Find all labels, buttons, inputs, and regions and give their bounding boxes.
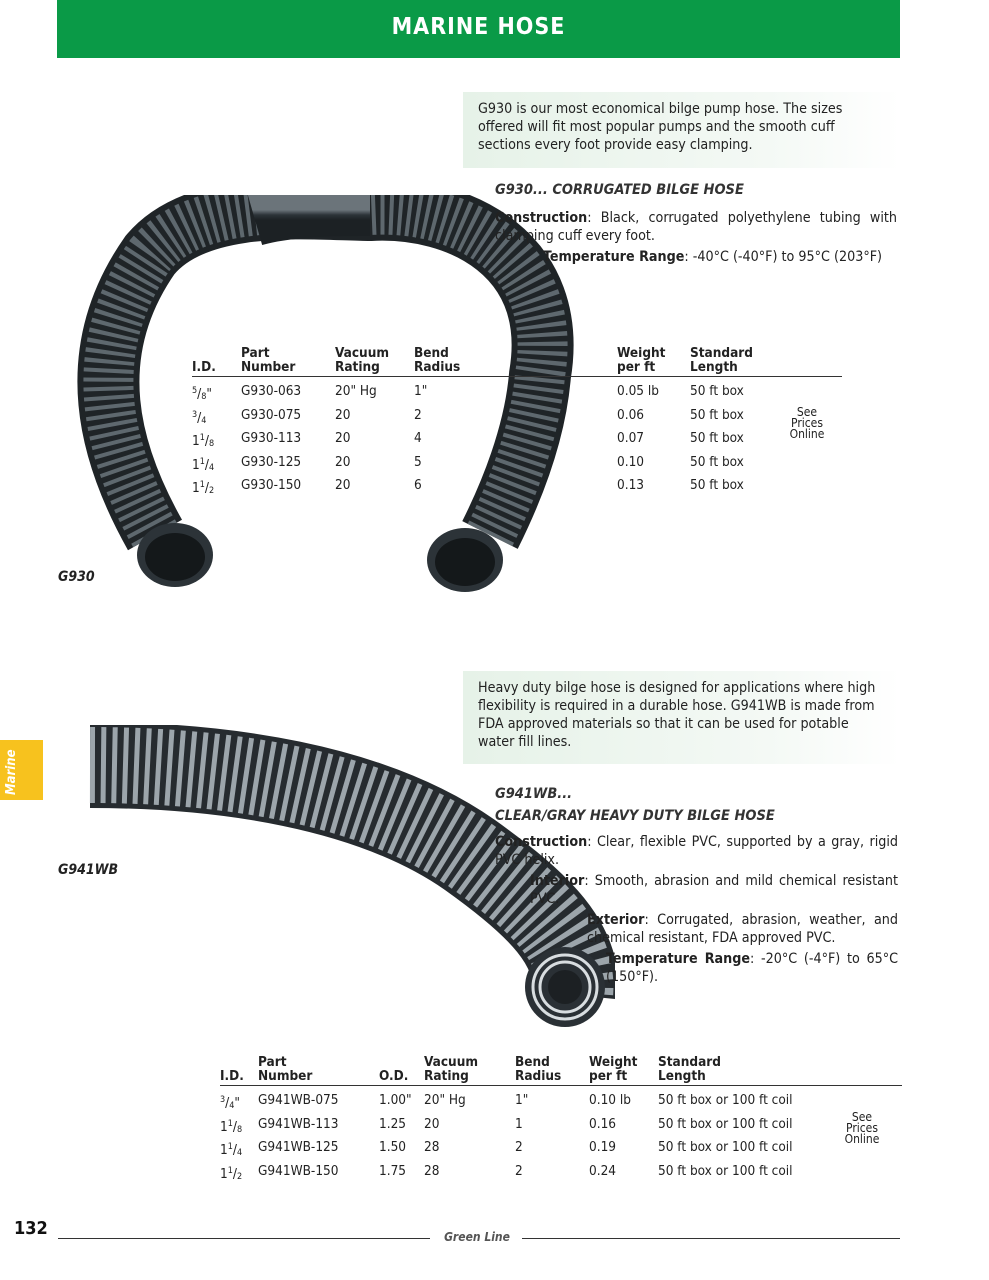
table-header-row: [220, 1055, 902, 1083]
cell-id: $1^1/_8$: [192, 433, 215, 449]
cell-id: $1^1/_2$: [192, 480, 215, 496]
g941wb-title-line1: G941WB...: [495, 786, 573, 802]
col-od: O.D.: [379, 1068, 409, 1084]
header-band: [57, 0, 900, 58]
table-row: [220, 1116, 902, 1140]
table-row: [192, 477, 842, 501]
col-id: I.D.: [220, 1068, 244, 1084]
table-row: [220, 1163, 902, 1187]
g930-see-prices[interactable]: See Prices Online: [789, 405, 825, 441]
cell-bend: 6: [414, 477, 422, 493]
table-row: [220, 1139, 902, 1163]
g941wb-exterior: [587, 911, 898, 947]
col-length: Standard Length: [690, 345, 753, 375]
cell-vacuum: 20: [335, 477, 351, 493]
g941wb-temp-text: : -20°C (-4°F) to 65°C (150°F).: [606, 951, 898, 985]
cell-length: 50 ft box: [690, 477, 744, 493]
page-title: MARINE HOSE: [391, 14, 566, 40]
g941wb-interior: [530, 872, 898, 908]
cell-bend: 4: [414, 430, 422, 446]
col-vacuum: Vacuum Rating: [424, 1054, 479, 1084]
table-header-row: [192, 346, 842, 374]
footer-rule-right: [522, 1238, 900, 1239]
cell-weight: 0.07: [617, 430, 645, 446]
cell-part: G930-113: [241, 430, 302, 446]
cell-od: 1.25: [379, 1115, 407, 1132]
footer-rule-left: [58, 1238, 430, 1239]
g941wb-temp-label: Temperature Range: [606, 951, 751, 967]
g930-intro-box: [463, 92, 900, 168]
cell-weight: 0.10: [617, 453, 645, 470]
table-rule: [192, 376, 842, 377]
cell-part: G941WB-113: [258, 1115, 339, 1132]
cell-weight: 0.13: [617, 477, 645, 493]
g930-construction-text: : Black, corrugated polyethylene tubing with clamping cuff every foot.: [495, 210, 897, 244]
g941wb-construction-text: : Clear, flexible PVC, supported by a gray, rigid PVC helix.: [495, 834, 898, 868]
g941wb-caption: G941WB: [58, 862, 119, 878]
cell-id: $^3/_4$": [220, 1095, 240, 1111]
cell-vacuum: 20" Hg: [424, 1092, 466, 1108]
g930-intro-text: G930 is our most economical bilge pump hose. The sizes offered will fit most popular pumps and the smooth cuff sections every foot provide easy clamping.: [478, 101, 843, 153]
col-id: I.D.: [192, 359, 216, 375]
table-row: [192, 383, 842, 407]
cell-length: 50 ft box or 100 ft coil: [658, 1162, 793, 1179]
cell-part: G930-063: [241, 383, 302, 399]
cell-bend: 1": [515, 1092, 529, 1108]
g941wb-intro-box: [463, 671, 900, 764]
table-row: [192, 454, 842, 478]
cell-weight: 0.16: [589, 1115, 617, 1132]
col-weight: Weight per ft: [617, 345, 666, 375]
g930-construction: [495, 209, 897, 245]
cell-part: G941WB-150: [258, 1162, 339, 1179]
g941wb-product-title: [495, 783, 775, 827]
cell-weight: 0.10 lb: [589, 1092, 631, 1108]
cell-part: G930-075: [241, 406, 302, 423]
col-part: Part Number: [241, 345, 296, 375]
cell-part: G930-125: [241, 453, 302, 470]
col-bend: Bend Radius: [515, 1054, 562, 1084]
g930-temperature: [543, 248, 897, 266]
g941wb-interior-label: Interior: [530, 873, 585, 889]
cell-length: 50 ft box: [690, 453, 744, 470]
g930-construction-label: Construction: [495, 210, 588, 226]
table-row: [220, 1092, 902, 1116]
cell-bend: 1": [414, 383, 428, 399]
cell-vacuum: 20: [335, 406, 351, 423]
col-weight: Weight per ft: [589, 1054, 638, 1084]
cell-weight: 0.19: [589, 1139, 617, 1155]
page-number: 132: [14, 1218, 48, 1239]
cell-vacuum: 20: [335, 453, 351, 470]
cell-part: G941WB-075: [258, 1092, 339, 1108]
g941wb-construction-label: Construction: [495, 834, 588, 850]
cell-length: 50 ft box or 100 ft coil: [658, 1092, 793, 1108]
cell-vacuum: 20: [335, 430, 351, 446]
cell-vacuum: 20: [424, 1115, 440, 1132]
table-row: [192, 407, 842, 431]
g930-temp-label: Temperature Range: [543, 249, 685, 265]
cell-bend: 2: [515, 1162, 523, 1179]
cell-bend: 1: [515, 1115, 523, 1132]
cell-vacuum: 28: [424, 1162, 440, 1179]
cell-id: $1^1/_4$: [220, 1142, 243, 1158]
cell-part: G941WB-125: [258, 1139, 339, 1155]
g941wb-see-prices[interactable]: See Prices Online: [844, 1110, 880, 1146]
cell-part: G930-150: [241, 477, 302, 493]
cell-bend: 2: [414, 406, 422, 423]
g941wb-interior-text: : Smooth, abrasion and mild chemical resistant PVC.: [530, 873, 898, 907]
footer-brand: Green Line: [444, 1230, 510, 1244]
table-rule: [220, 1085, 902, 1086]
cell-length: 50 ft box: [690, 383, 744, 399]
col-length: Standard Length: [658, 1054, 721, 1084]
col-vacuum: Vacuum Rating: [335, 345, 390, 375]
g930-temp-text: : -40°C (-40°F) to 95°C (203°F): [684, 249, 883, 265]
cell-id: $^3/_4$: [192, 409, 207, 426]
cell-length: 50 ft box: [690, 430, 744, 446]
cell-bend: 5: [414, 453, 422, 470]
section-tab-label: Marine: [4, 749, 19, 795]
cell-weight: 0.24: [589, 1162, 617, 1179]
cell-od: 1.75: [379, 1162, 407, 1179]
g941wb-intro-text: Heavy duty bilge hose is designed for applications where high flexibility is required in a durable hose. G941WB is made from FDA approved materials so that it can be used for potable water fill lines.: [478, 680, 876, 750]
g930-product-title: G930... CORRUGATED BILGE HOSE: [495, 182, 744, 198]
col-part: Part Number: [258, 1054, 313, 1084]
cell-id: $^5/_8$": [192, 386, 212, 402]
g930-spec-table: [192, 346, 842, 501]
g941wb-exterior-text: : Corrugated, abrasion, weather, and chemical resistant, FDA approved PVC.: [587, 912, 898, 946]
cell-length: 50 ft box or 100 ft coil: [658, 1139, 793, 1155]
cell-vacuum: 28: [424, 1139, 440, 1155]
cell-od: 1.50: [379, 1139, 407, 1155]
cell-weight: 0.05 lb: [617, 383, 659, 399]
cell-vacuum: 20" Hg: [335, 383, 377, 399]
col-bend: Bend Radius: [414, 345, 461, 375]
cell-id: $1^1/_4$: [192, 456, 215, 473]
g941wb-temperature: [606, 950, 898, 986]
g930-caption: G930: [58, 569, 95, 585]
cell-id: $1^1/_8$: [220, 1118, 243, 1135]
cell-length: 50 ft box or 100 ft coil: [658, 1115, 793, 1132]
cell-length: 50 ft box: [690, 406, 744, 423]
cell-bend: 2: [515, 1139, 523, 1155]
cell-weight: 0.06: [617, 406, 645, 423]
g941wb-construction: [495, 833, 898, 869]
cell-od: 1.00": [379, 1092, 412, 1108]
table-row: [192, 430, 842, 454]
cell-id: $1^1/_2$: [220, 1165, 243, 1182]
g941wb-exterior-label: Exterior: [587, 912, 645, 928]
g941wb-title-line2: CLEAR/GRAY HEAVY DUTY BILGE HOSE: [495, 808, 775, 824]
g941wb-spec-table: [220, 1055, 902, 1186]
